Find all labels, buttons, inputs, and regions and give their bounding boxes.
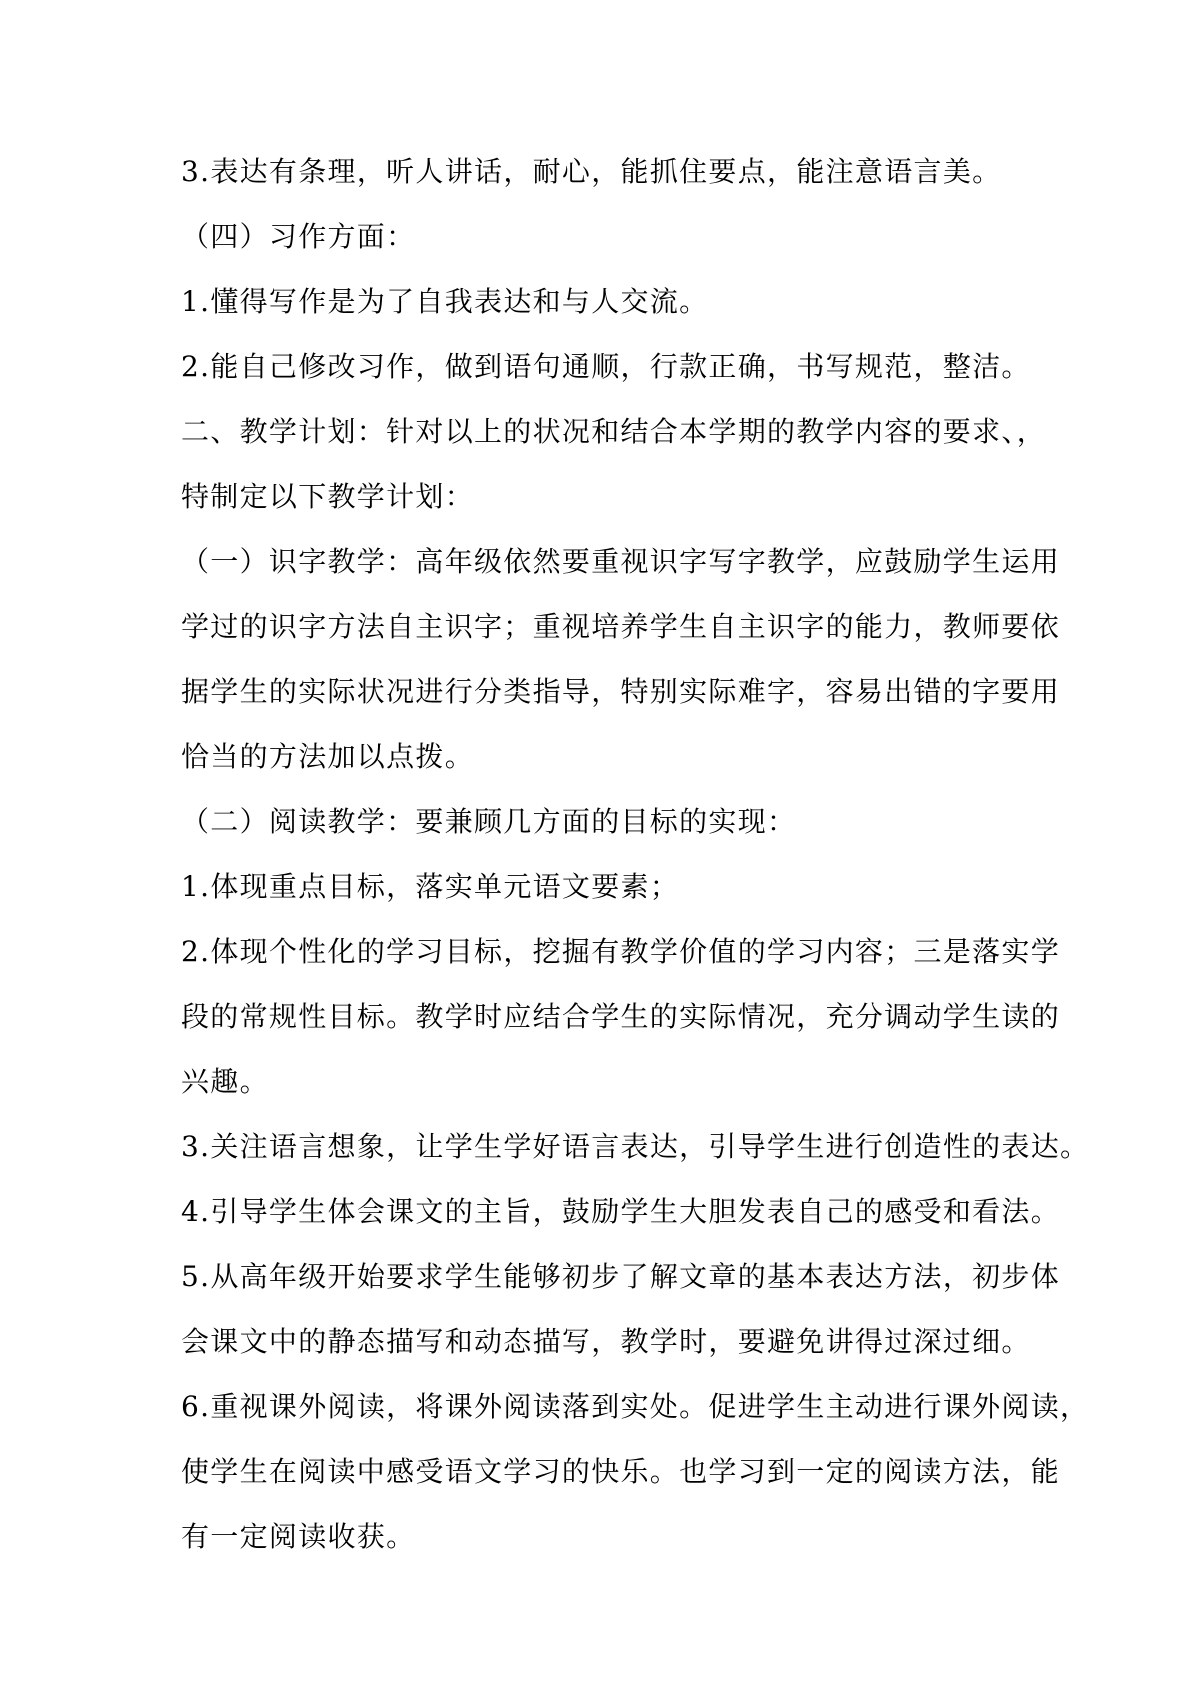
text-line: 3.表达有条理，听人讲话，耐心，能抓住要点，能注意语言美。 bbox=[181, 155, 1002, 188]
section-heading: （四）习作方面： bbox=[181, 220, 416, 253]
text-line: 使学生在阅读中感受语文学习的快乐。也学习到一定的阅读方法，能 bbox=[181, 1455, 1061, 1488]
text-line: 4.引导学生体会课文的主旨，鼓励学生大胆发表自己的感受和看法。 bbox=[181, 1195, 1061, 1228]
text-line: 6.重视课外阅读，将课外阅读落到实处。促进学生主动进行课外阅读， bbox=[181, 1390, 1090, 1423]
text-line: 据学生的实际状况进行分类指导，特别实际难字，容易出错的字要用 bbox=[181, 675, 1061, 708]
text-line: 5.从高年级开始要求学生能够初步了解文章的基本表达方法，初步体 bbox=[181, 1260, 1061, 1293]
section-heading: （二）阅读教学：要兼顾几方面的目标的实现： bbox=[181, 805, 797, 838]
text-line: 会课文中的静态描写和动态描写，教学时，要避免讲得过深过细。 bbox=[181, 1325, 1031, 1358]
text-line: 兴趣。 bbox=[181, 1065, 269, 1098]
text-line: 有一定阅读收获。 bbox=[181, 1520, 416, 1553]
text-line: 1.体现重点目标，落实单元语文要素； bbox=[181, 870, 680, 903]
text-line: 1.懂得写作是为了自我表达和与人交流。 bbox=[181, 285, 709, 318]
section-heading: （一）识字教学：高年级依然要重视识字写字教学，应鼓励学生运用 bbox=[181, 545, 1061, 578]
text-line: 2.能自己修改习作，做到语句通顺，行款正确，书写规范，整洁。 bbox=[181, 350, 1031, 383]
text-line: 学过的识字方法自主识字；重视培养学生自主识字的能力，教师要依 bbox=[181, 610, 1061, 643]
text-line: 段的常规性目标。教学时应结合学生的实际情况，充分调动学生读的 bbox=[181, 1000, 1061, 1033]
text-line: 恰当的方法加以点拨。 bbox=[181, 740, 475, 773]
section-heading: 二、教学计划：针对以上的状况和结合本学期的教学内容的要求、， bbox=[181, 415, 1047, 448]
text-line: 特制定以下教学计划： bbox=[181, 480, 475, 513]
text-line: 2.体现个性化的学习目标，挖掘有教学价值的学习内容；三是落实学 bbox=[181, 935, 1061, 968]
text-line: 3.关注语言想象，让学生学好语言表达，引导学生进行创造性的表达。 bbox=[181, 1130, 1090, 1163]
